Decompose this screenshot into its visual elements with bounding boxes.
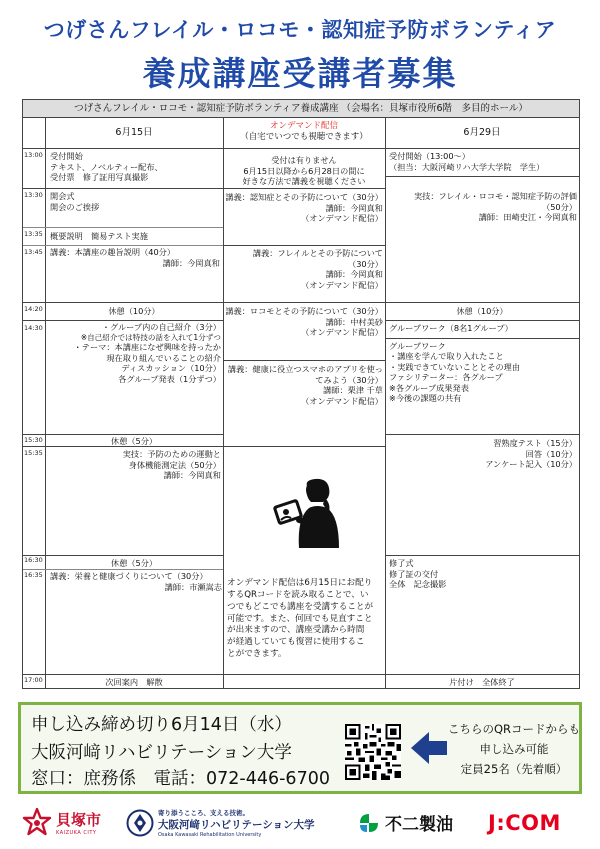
col1-opening: 開会式 開会のご挨拶 — [50, 191, 100, 212]
col2-subtitle: （自宅でいつでも視聴できます） — [240, 132, 368, 142]
col2-lecture-dementia: 講義：認知症とその予防について（30分） 講師：今岡真和 （オンデマンド配信） — [225, 192, 383, 223]
col1-lecture1: 講義：本講座の趣旨説明（40分） 講師：今岡真和 — [50, 247, 220, 268]
column-divider-2 — [385, 118, 386, 688]
row-border — [385, 320, 579, 321]
deadline-text: 申し込み締め切り6月14日（水） — [31, 715, 292, 735]
col3-cleanup: 片付け 全体終了 — [449, 677, 515, 687]
university-tagline: 寄り添うこころ、支える技術。 — [158, 808, 249, 817]
col2-lecture-smartphone: 講義：健康に役立つスマホのアプリを使っ てみよう（30分） 講師：栗津 千草 （オンデマンド配信） — [227, 364, 383, 406]
row-border — [23, 188, 223, 189]
row-border — [385, 176, 579, 177]
row-border — [23, 245, 223, 246]
smartphone-user-icon — [269, 478, 351, 548]
time-label: 14:30 — [24, 324, 43, 332]
row-border — [223, 245, 385, 246]
kaizuka-name: 貝塚市 — [56, 811, 102, 829]
col3-completion: 修了式 修了証の交付 全体 記念撮影 — [389, 558, 447, 589]
row-border — [23, 569, 223, 570]
row-border — [23, 302, 579, 303]
col1-break1: 休憩（10分） — [108, 306, 160, 316]
schedule-table — [22, 99, 580, 689]
row-border — [223, 446, 385, 447]
kaizuka-emblem-icon — [22, 808, 52, 838]
qr-code[interactable] — [345, 724, 401, 780]
time-label: 13:35 — [24, 230, 43, 238]
fuji-oil-name: 不二製油 — [385, 815, 453, 835]
row-border — [385, 434, 579, 435]
col1-outline: 概要説明 簡易テスト実施 — [50, 231, 148, 241]
time-column-divider — [45, 118, 46, 688]
row-border — [23, 674, 579, 675]
row-border — [385, 555, 579, 556]
col1-title: 6月15日 — [115, 127, 153, 138]
fuji-oil-emblem-icon — [358, 812, 380, 834]
col2-ondemand-note: オンデマンド配信は6月15日にお配り するQRコードを読み取ることで、い つでもどこでも講座を受講することが 可能です。また、何回でも見直すこと が出来ますので、講座受講から時間 が経過していても復習に使用するこ とができます。 — [227, 578, 374, 660]
row-border — [23, 227, 223, 228]
row-border — [223, 360, 385, 361]
university-emblem-icon — [126, 809, 154, 837]
col1-reception: 受付開始 テキスト、ノベルティー配布、 受付票 修了証用写真撮影 — [50, 151, 163, 182]
university-name: 大阪河﨑リハビリテーション大学 — [158, 818, 315, 831]
col3-break1: 休憩（10分） — [456, 306, 508, 316]
sponsor-logos — [0, 800, 600, 845]
fuji-oil-logo — [358, 800, 453, 845]
title-line2: 養成講座受講者募集 — [142, 54, 458, 93]
col3-group-work: グループワーク（8名1グループ） グループワーク ・講座を学んで取り入れたこと ・実践できていないこととその理由 ファシリテーター：各グループ ※各グループ成果発表 ※今後の課題の共有 — [389, 323, 521, 403]
qr-caption-2: 申し込み可能 — [479, 742, 549, 756]
schedule-header: つげさんフレイル・ロコモ・認知症予防ボランティア養成講座 （会場名：貝塚市役所6階 多目的ホール） — [23, 100, 579, 118]
col1-group1: ・グループ内の自己紹介（3分） ※自己紹介では特技の話を入れて1分ずつ ・テーマ：本講座になぜ興味を持ったか 現在取り組んでいることの紹介 ディスカッション（10分） 各グループ発表（1分ずつ） — [73, 322, 221, 384]
contact-text: 窓口：庶務係 電話：072-446-6700 — [31, 769, 330, 789]
application-info-box — [18, 702, 582, 794]
time-label: 16:30 — [24, 556, 43, 564]
time-label: 15:35 — [24, 449, 43, 457]
university-logo — [126, 800, 315, 845]
time-label: 14:20 — [24, 305, 43, 313]
col3-reception: 受付開始（13:00～） （担当：大阪河崎リハ大学大学院 学生） — [389, 151, 545, 172]
qr-caption-1: こちらのQRコードからも — [447, 722, 581, 736]
time-label: 17:00 — [24, 676, 43, 684]
col1-break3: 休憩（5分） — [110, 558, 158, 568]
time-label: 13:30 — [24, 191, 43, 199]
university-en: Osaka Kawasaki Rehabilitation University — [158, 831, 262, 838]
col1-practice: 実技：予防のための運動と 身体機能測定法（50分） 講師：今岡真和 — [122, 449, 221, 480]
row-border — [223, 188, 385, 189]
kaizuka-en: KAIZUKA CITY — [56, 830, 97, 836]
col1-break2: 休憩（5分） — [110, 436, 158, 446]
title-line1: つげさんフレイル・ロコモ・認知症予防ボランティア — [43, 18, 557, 42]
col1-lecture2: 講義：栄養と健康づくりについて（30分） 講師：市瀬嵩志 — [50, 571, 222, 592]
col3-test: 習熟度テスト（15分） 回答（10分） アンケート記入（10分） — [485, 438, 577, 469]
capacity-text: 定員25名（先着順） — [460, 762, 568, 776]
time-label: 13:00 — [24, 151, 43, 159]
kaizuka-city-logo — [22, 800, 101, 845]
row-border — [23, 555, 223, 556]
time-label: 15:30 — [24, 436, 43, 444]
jcom-logo — [488, 800, 561, 845]
row-border — [23, 320, 223, 321]
column-divider-1 — [223, 118, 224, 688]
row-border — [23, 434, 223, 435]
col2-lecture-frailty: 講義：フレイルとその予防について （30分） 講師：今岡真和 （オンデマンド配信） — [252, 248, 383, 290]
col3-practice: 実技：フレイル・ロコモ・認知症予防の評価 （50分） 講師：田崎史江・今岡真和 — [413, 191, 577, 222]
col3-title: 6月29日 — [463, 127, 501, 138]
col1-closing: 次回案内 解散 — [105, 677, 163, 687]
organization-text: 大阪河﨑リハビリテーション大学 — [31, 743, 292, 763]
time-label: 13:45 — [24, 248, 43, 256]
col2-no-reception: 受付は有りません 6月15日以降から6月28日の間に 好きな方法で講義を視聴ください — [242, 155, 366, 186]
header-row-border — [23, 148, 579, 149]
time-label: 16:35 — [24, 571, 43, 579]
col2-lecture-locomo: 講義：ロコモとその予防について（30分） 講師：中村美砂 （オンデマンド配信） — [225, 306, 383, 337]
col2-title: オンデマンド配信 — [269, 121, 338, 131]
jcom-name: J:COM — [488, 810, 561, 835]
